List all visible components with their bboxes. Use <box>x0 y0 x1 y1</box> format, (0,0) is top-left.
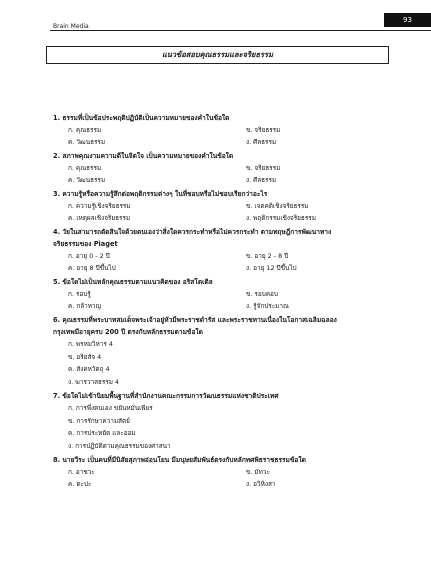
question-text-continued: จริยธรรมของ Piaget <box>53 240 118 248</box>
question-1 <box>53 112 413 148</box>
option-b: ข. รอบคอบ <box>246 290 278 298</box>
option-row <box>53 300 413 312</box>
option-b: ข. จริยธรรม <box>246 126 281 134</box>
option-row <box>53 136 413 148</box>
option-a: ก. คุณธรรม <box>68 126 102 134</box>
question-text: 2. สภาพคุณงามความดีในจิตใจ เป็นความหมายของคำในข้อใด <box>53 152 234 160</box>
option-c: ค. ตะปะ <box>68 480 92 488</box>
option-b: ข. มัทวะ <box>246 468 270 476</box>
option-row <box>53 174 413 186</box>
question-4 <box>53 226 413 274</box>
question-text: 6. คุณธรรมที่พระบาทสมเด็จพระเจ้าอยู่หัวมีพระราชดำรัส และพระราชทานเนื่องในโอกาสเฉลิมฉลอง <box>53 316 337 324</box>
brand-name: Brain Media <box>53 23 89 30</box>
question-2 <box>53 150 413 186</box>
option-a: ก. การพึ่งตนเอง ขยันหมั่นเพียร <box>68 404 153 412</box>
question-7 <box>53 390 413 452</box>
option-row <box>53 124 413 136</box>
option-row <box>53 478 413 490</box>
page-number: 93 <box>384 13 431 27</box>
option-a: ก. อาชวะ <box>68 468 95 476</box>
option-b: ข. อายุ 2 - 8 ปี <box>246 252 289 260</box>
option-c: ค. สังคหวัตถุ 4 <box>68 365 110 373</box>
question-text-continued: กรุงเทพมีอายุครบ 200 ปี ตรงกับหลักธรรมตามข้อใด <box>53 328 203 336</box>
option-c: ค. เหตุผลเชิงจริยธรรม <box>68 214 131 222</box>
option-d: ง. การปฏิบัติตามคุณธรรมของศาสนา <box>68 441 171 450</box>
option-b: ข. อริยสัจ 4 <box>68 352 102 361</box>
option-row <box>53 212 413 224</box>
option-row <box>53 262 413 274</box>
option-row <box>53 466 413 478</box>
page-title: แนวข้อสอบคุณธรรมและจริยธรรม <box>46 46 389 64</box>
option-b: ข. จริยธรรม <box>246 164 281 172</box>
option-row <box>53 288 413 300</box>
question-5 <box>53 276 413 312</box>
option-c: ค. วัฒนธรรม <box>68 176 106 184</box>
option-c: ค. วัฒนธรรม <box>68 138 106 146</box>
option-d: ง. อายุ 12 ปีขึ้นไป <box>246 264 297 272</box>
question-text: 3. ความรู้หรือความรู้สึกต่อพฤติกรรมต่างๆ ในที่ชอบหรือไม่ชอบเรียกว่าอะไร <box>53 190 268 198</box>
option-d: ง. ฆารวาสธรรม 4 <box>68 377 120 386</box>
option-c: ค. การประหยัด และออม <box>68 429 136 437</box>
option-d: ง. อวิหิงสา <box>246 480 276 488</box>
option-row <box>53 250 413 262</box>
option-a: ก. ความรู้เชิงจริยธรรม <box>68 202 131 210</box>
option-a: ก. รอบรู้ <box>68 290 91 298</box>
question-text: 5. ข้อใดไม่เป็นหลักคุณธรรมตามแนวคิดของ อริสโตเติล <box>53 278 213 286</box>
option-d: ง. พฤติกรรมเชิงจริยธรรม <box>246 214 316 222</box>
question-3 <box>53 188 413 224</box>
option-d: ง. รู้จักประมาณ <box>246 302 289 310</box>
option-a: ก. พรหมวิหาร 4 <box>68 340 113 348</box>
question-text: 7. ข้อใดไม่เข้านิยมพื้นฐานที่สำนักงานคณะกรรมการวัฒนธรรมแห่งชาติประเทศ <box>53 392 279 400</box>
option-row <box>53 200 413 212</box>
question-text: 1. ธรรมที่เป็นข้อประพฤติปฏิบัติเป็นความหมายของคำในข้อใด <box>53 114 230 122</box>
question-list <box>53 112 413 490</box>
option-d: ง. ศีลธรรม <box>246 176 277 184</box>
option-a: ก. อายุ 0 - 2 ปี <box>68 252 110 260</box>
option-d: ง. ศีลธรรม <box>246 138 277 146</box>
option-b: ข. การรักษาความสัตย์ <box>68 416 130 425</box>
option-a: ก. คุณธรรม <box>68 164 102 172</box>
option-c: ค. กล้าหาญ <box>68 302 101 310</box>
option-c: ค. อายุ 8 ปีขึ้นไป <box>68 264 116 272</box>
option-b: ข. เจตคติเชิงจริยธรรม <box>246 202 309 210</box>
header-divider <box>50 30 431 31</box>
question-text: 4. วัยในสามารถตัดสินใจด้วยตนเองว่าสิ่งใดควรกระทำหรือไม่ควรกระทำ ตามทฤษฎีการพัฒนาทาง <box>53 228 332 236</box>
question-8 <box>53 454 413 490</box>
question-6 <box>53 314 413 388</box>
question-text: 8. นายวีระ เป็นคนที่มีนิสัยสุภาพอ่อนโยน มีมนุษยสัมพันธ์ตรงกับหลักทศพิธราชธรรมข้อใด <box>53 456 306 464</box>
option-row <box>53 162 413 174</box>
